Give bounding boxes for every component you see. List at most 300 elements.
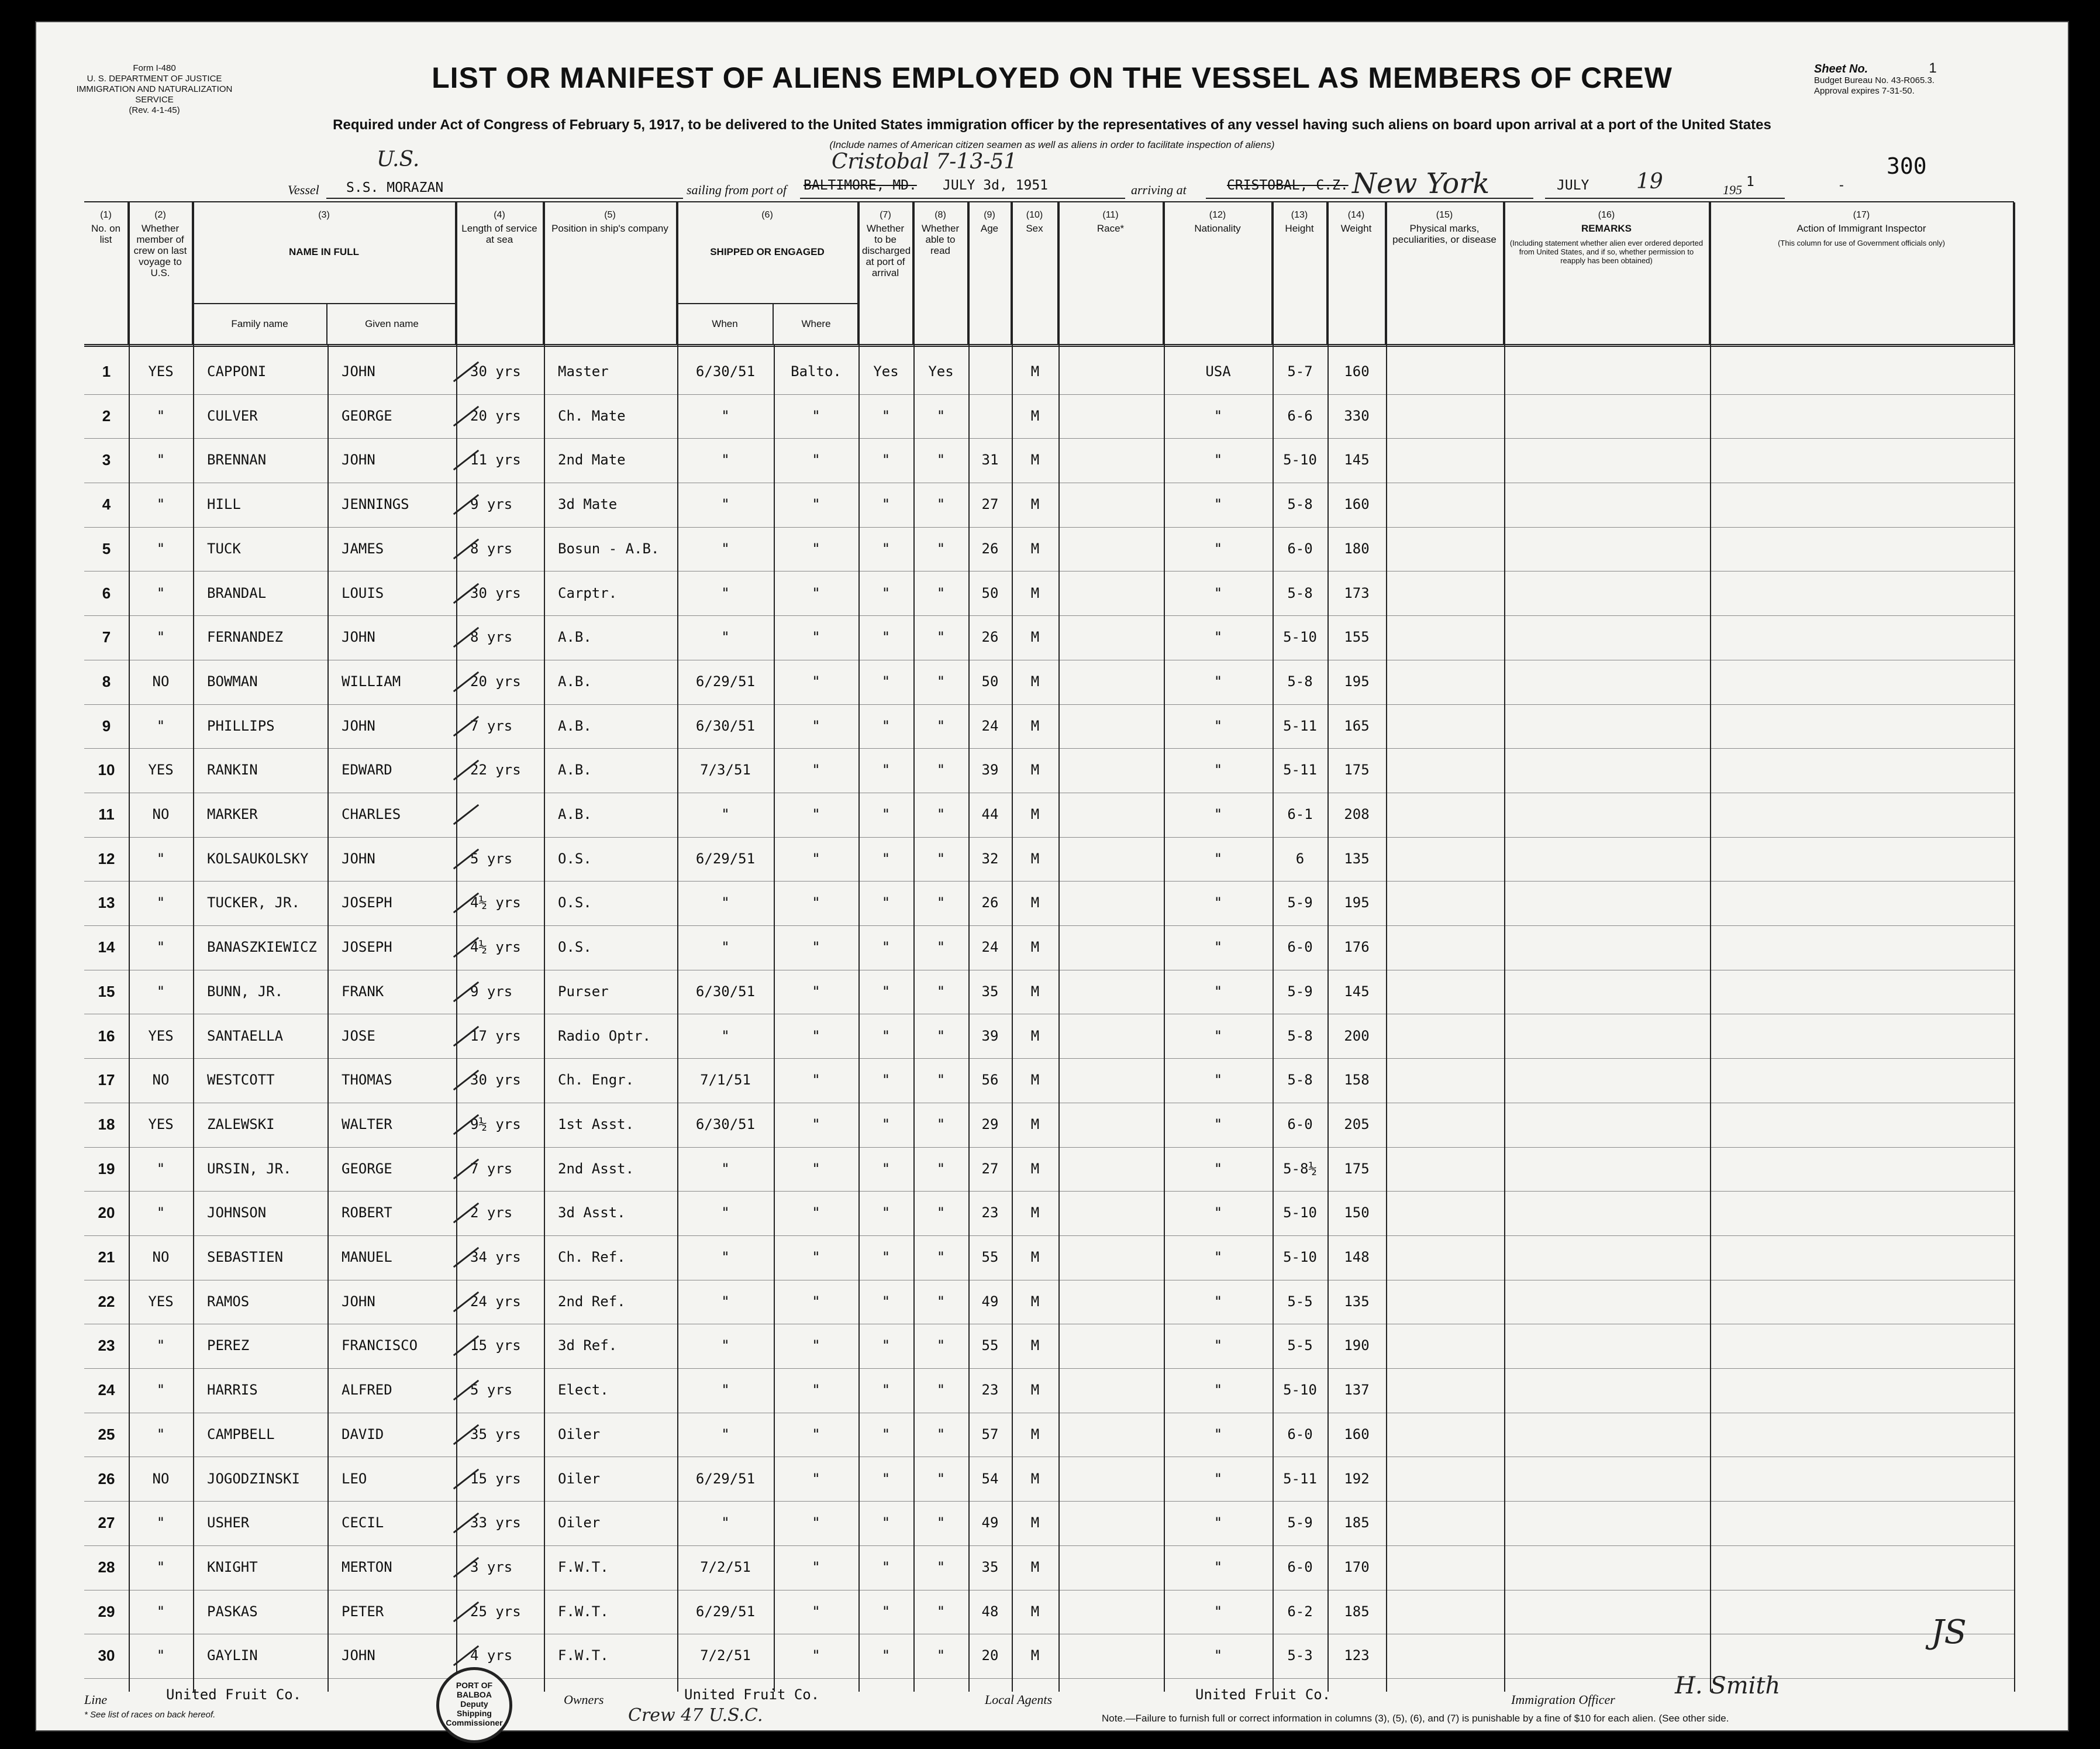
cell-height: 6-0 (1287, 1426, 1313, 1442)
column-title: Whether member of crew on last voyage to U.S. (133, 223, 187, 278)
cell-nationality: " (1213, 1514, 1223, 1531)
table-row (84, 793, 2014, 838)
cell-no: 14 (98, 938, 115, 956)
cell-family: KNIGHT (207, 1558, 258, 1575)
cell-discharged: " (881, 1426, 891, 1442)
cell-discharged: " (881, 1293, 891, 1310)
cell-read: " (936, 584, 946, 601)
column-number: (14) (1347, 210, 1365, 220)
cell-sex: M (1030, 363, 1040, 380)
vessel-hand-note: U.S. (377, 147, 420, 171)
cell-given: DAVID (342, 1426, 384, 1442)
cell-family: HARRIS (207, 1382, 258, 1399)
table-row (84, 527, 2014, 572)
cell-service: 15 yrs (470, 1470, 521, 1487)
cell-when: 6/30/51 (695, 363, 756, 380)
cell-position: Master (558, 363, 609, 380)
column-number: (13) (1291, 210, 1308, 220)
cell-age: 35 (981, 983, 999, 1000)
cell-weight: 150 (1344, 1204, 1370, 1221)
cell-prev: " (156, 717, 165, 734)
cell-age: 23 (981, 1382, 999, 1399)
cell-read: " (936, 1426, 946, 1442)
table-row (84, 925, 2014, 970)
cell-weight: 145 (1344, 983, 1370, 1000)
cell-nationality: " (1213, 717, 1223, 734)
column-header-16 (1504, 202, 1710, 344)
cell-position: Purser (558, 983, 609, 1000)
column-header-6 (677, 202, 858, 344)
cell-age: 49 (981, 1293, 999, 1310)
cell-where: " (812, 983, 820, 1000)
cell-family: BANASZKIEWICZ (207, 939, 317, 956)
cell-family: CULVER (207, 407, 258, 424)
cell-weight: 195 (1344, 673, 1370, 690)
table-row (84, 1103, 2014, 1148)
cell-position: Elect. (558, 1382, 609, 1399)
cell-weight: 180 (1344, 540, 1370, 557)
cell-discharged: " (881, 806, 891, 822)
cell-no: 29 (98, 1602, 115, 1620)
arrival-day: 19 (1636, 170, 1663, 194)
cell-prev: " (156, 1514, 165, 1531)
cell-sex: M (1030, 1027, 1040, 1044)
sailing-date: JULY 3d, 1951 (943, 178, 1049, 193)
cell-nationality: " (1213, 496, 1223, 513)
column-number: (9) (984, 210, 995, 220)
table-row (84, 837, 2014, 882)
cell-nationality: " (1213, 1027, 1223, 1044)
table-row (84, 660, 2014, 705)
cell-sex: M (1030, 762, 1040, 779)
cell-weight: 123 (1344, 1647, 1370, 1664)
cell-position: 2nd Mate (558, 452, 626, 469)
cell-service: 9½ yrs (470, 1115, 521, 1132)
cell-weight: 160 (1344, 1426, 1370, 1442)
cell-height: 5-7 (1287, 363, 1313, 380)
column-number: (7) (880, 210, 891, 220)
cell-family: FERNANDEZ (207, 629, 284, 646)
cell-sex: M (1030, 1647, 1040, 1664)
cell-discharged: " (881, 1204, 891, 1221)
cell-service: 4½ yrs (470, 939, 521, 956)
cell-discharged: " (881, 894, 891, 911)
cell-weight: 135 (1344, 1293, 1370, 1310)
cell-where: " (812, 407, 820, 424)
cell-given: PETER (342, 1603, 384, 1620)
cell-no: 10 (98, 761, 115, 779)
arrival-year-prefix: 195 (1723, 183, 1742, 197)
column-header-11 (1058, 202, 1164, 344)
cell-sex: M (1030, 1204, 1040, 1221)
cell-sex: M (1030, 983, 1040, 1000)
cell-where: " (812, 1382, 820, 1399)
cell-where: " (812, 1470, 820, 1487)
cell-weight: 148 (1344, 1249, 1370, 1265)
cell-age: 55 (981, 1249, 999, 1265)
cell-weight: 176 (1344, 939, 1370, 956)
cell-when: 7/2/51 (700, 1647, 751, 1664)
cell-nationality: " (1213, 762, 1223, 779)
cell-age: 35 (981, 1558, 999, 1575)
cell-nationality: " (1213, 1470, 1223, 1487)
table-row (84, 615, 2014, 660)
cell-service: 5 yrs (470, 850, 513, 867)
stamp-line-4: Commissioner (446, 1718, 503, 1727)
cell-read: " (936, 1293, 946, 1310)
cell-sex: M (1030, 629, 1040, 646)
cell-prev: " (156, 496, 165, 513)
cell-family: CAMPBELL (207, 1426, 275, 1442)
cell-family: SANTAELLA (207, 1027, 284, 1044)
races-note: * See list of races on back hereof. (84, 1710, 216, 1720)
cell-service (456, 793, 544, 836)
cell-prev: NO (152, 1249, 170, 1265)
cell-no: 12 (98, 849, 115, 867)
cell-no: 20 (98, 1204, 115, 1222)
cell-read: " (936, 1647, 946, 1664)
cell-prev: NO (152, 1470, 170, 1487)
cell-weight: 192 (1344, 1470, 1370, 1487)
line-value: United Fruit Co. (166, 1686, 302, 1703)
vessel-name: S.S. MORAZAN (346, 180, 444, 195)
cell-sex: M (1030, 1470, 1040, 1487)
cell-weight: 185 (1344, 1603, 1370, 1620)
cell-when: 6/29/51 (695, 1603, 756, 1620)
cell-position: 1st Asst. (558, 1115, 635, 1132)
cell-family: MARKER (207, 806, 258, 822)
arriving-hand-note: New York (1352, 167, 1490, 200)
cell-age: 49 (981, 1514, 999, 1531)
cell-read: " (936, 850, 946, 867)
cell-weight: 175 (1344, 762, 1370, 779)
cell-height: 5-11 (1283, 1470, 1317, 1487)
cell-nationality: " (1213, 983, 1223, 1000)
cell-no: 18 (98, 1115, 115, 1133)
cell-read: " (936, 629, 946, 646)
column-number: (3) (318, 210, 330, 220)
cell-prev: " (156, 939, 165, 956)
cell-nationality: " (1213, 1293, 1223, 1310)
table-row (84, 350, 2014, 395)
cell-where: " (812, 1249, 820, 1265)
cell-height: 5-10 (1283, 1382, 1317, 1399)
table-row (84, 1413, 2014, 1458)
cell-given: WALTER (342, 1115, 392, 1132)
cell-where: " (812, 939, 820, 956)
cell-service: 4½ yrs (470, 894, 521, 911)
cell-age: 50 (981, 584, 999, 601)
cell-given: EDWARD (342, 762, 392, 779)
cell-no: 30 (98, 1647, 115, 1665)
stamp-number: 300 (1887, 153, 1927, 179)
column-title: Whether to be discharged at port of arrival (862, 223, 911, 278)
cell-family: CAPPONI (207, 363, 267, 380)
cell-given: JOHN (342, 1293, 375, 1310)
cell-height: 5-8 (1287, 496, 1313, 513)
arrival-year-suffix: 1 (1746, 174, 1754, 190)
line-label: Line (84, 1692, 108, 1707)
cell-height: 6-2 (1287, 1603, 1313, 1620)
cell-service: 9 yrs (470, 496, 513, 513)
cell-age: 39 (981, 1027, 999, 1044)
owners-label: Owners (564, 1692, 604, 1707)
cell-where: " (812, 584, 820, 601)
cell-when: " (721, 1514, 730, 1531)
table-row (84, 1324, 2014, 1369)
cell-given: WILLIAM (342, 673, 401, 690)
cell-read: " (936, 1603, 946, 1620)
cell-position: 3d Mate (558, 496, 618, 513)
cell-age: 27 (981, 1160, 999, 1177)
cell-prev: " (156, 1647, 165, 1664)
cell-no: 11 (98, 805, 115, 823)
cell-weight: 135 (1344, 850, 1370, 867)
cell-family: ZALEWSKI (207, 1115, 275, 1132)
cell-sex: M (1030, 806, 1040, 822)
cell-nationality: " (1213, 850, 1223, 867)
cell-nationality: " (1213, 1603, 1223, 1620)
cell-family: TUCKER, JR. (207, 894, 300, 911)
cell-given: CHARLES (342, 806, 401, 822)
cell-nationality: " (1213, 1115, 1223, 1132)
cell-prev: " (156, 452, 165, 469)
cell-no: 23 (98, 1337, 115, 1355)
cell-read: " (936, 939, 946, 956)
cell-given: THOMAS (342, 1072, 392, 1089)
cell-position: 2nd Asst. (558, 1160, 635, 1177)
table-row (84, 1545, 2014, 1590)
sheet-label: Sheet No. (1814, 63, 1868, 75)
cell-height: 5-11 (1283, 717, 1317, 734)
column-note: (This column for use of Government officials only) (1778, 239, 1945, 247)
cell-service: 7 yrs (470, 1160, 513, 1177)
cell-read: " (936, 1072, 946, 1089)
stamp-line-3: Shipping (457, 1709, 492, 1718)
arriving-label: arriving at (1131, 183, 1187, 197)
cell-when: 6/30/51 (695, 717, 756, 734)
table-row (84, 571, 2014, 617)
cell-family: WESTCOTT (207, 1072, 275, 1089)
cell-prev: " (156, 983, 165, 1000)
cell-when: 6/30/51 (695, 983, 756, 1000)
cell-where: " (812, 540, 820, 557)
vessel-label: Vessel (288, 183, 319, 197)
cell-when: " (721, 540, 730, 557)
cell-when: 6/29/51 (695, 673, 756, 690)
cell-when: " (721, 806, 730, 822)
form-department: U. S. DEPARTMENT OF JUSTICE (87, 74, 222, 84)
cell-sex: M (1030, 540, 1040, 557)
cell-where: " (812, 452, 820, 469)
cell-read: " (936, 673, 946, 690)
column-header-9 (968, 202, 1012, 344)
cell-family: RANKIN (207, 762, 258, 779)
cell-sex: M (1030, 1293, 1040, 1310)
column-title: Weight (1340, 223, 1372, 234)
cell-prev: YES (148, 1027, 174, 1044)
cell-position: O.S. (558, 894, 592, 911)
cell-prev: " (156, 1160, 165, 1177)
cell-sex: M (1030, 584, 1040, 601)
cell-where: Balto. (791, 363, 842, 380)
cell-sex: M (1030, 717, 1040, 734)
cell-discharged: " (881, 407, 891, 424)
approval-expiry: Approval expires 7-31-50. (1814, 86, 1915, 96)
cell-read: " (936, 452, 946, 469)
cell-when: " (721, 407, 730, 424)
cell-height: 5-5 (1287, 1293, 1313, 1310)
sheet-number: 1 (1929, 60, 1937, 76)
column-header-14 (1327, 202, 1386, 344)
cell-service: 30 yrs (470, 363, 521, 380)
cell-where: " (812, 806, 820, 822)
column-header-4 (456, 202, 544, 344)
cell-family: GAYLIN (207, 1647, 258, 1664)
cell-family: BRENNAN (207, 452, 267, 469)
cell-weight: 200 (1344, 1027, 1370, 1044)
table-row (84, 704, 2014, 749)
cell-weight: 145 (1344, 452, 1370, 469)
dash-mark: - (1837, 178, 1846, 193)
cell-height: 6-0 (1287, 540, 1313, 557)
table-row (84, 1014, 2014, 1059)
cell-where: " (812, 1603, 820, 1620)
cell-nationality: " (1213, 1647, 1223, 1664)
column-header-10 (1012, 202, 1058, 344)
table-row (84, 1147, 2014, 1192)
form-number: Form I-480 (133, 63, 176, 73)
cell-nationality: " (1213, 1072, 1223, 1089)
cell-sex: M (1030, 673, 1040, 690)
cell-read: " (936, 540, 946, 557)
cell-given: JOSEPH (342, 939, 392, 956)
cell-no: 26 (98, 1469, 115, 1488)
column-title: Sex (1026, 223, 1043, 234)
cell-discharged: " (881, 452, 891, 469)
cell-age: 48 (981, 1603, 999, 1620)
cell-when: 6/30/51 (695, 1115, 756, 1132)
column-title: REMARKS (1581, 223, 1632, 234)
cell-discharged: " (881, 1382, 891, 1399)
cell-service: 35 yrs (470, 1426, 521, 1442)
sailing-label: sailing from port of (687, 183, 787, 197)
column-title: Physical marks, peculiarities, or disease (1392, 223, 1496, 245)
column-header-17 (1710, 202, 2014, 344)
cell-no: 5 (102, 539, 111, 557)
stamp-line-2: Deputy (460, 1699, 488, 1709)
cell-read: " (936, 1160, 946, 1177)
cell-where: " (812, 894, 820, 911)
cell-where: " (812, 1558, 820, 1575)
cell-prev: YES (148, 1293, 174, 1310)
cell-prev: " (156, 1426, 165, 1442)
cell-weight: 160 (1344, 496, 1370, 513)
cell-service: 9 yrs (470, 983, 513, 1000)
column-number: (17) (1853, 210, 1870, 220)
cell-prev: " (156, 540, 165, 557)
cell-discharged: " (881, 1160, 891, 1177)
cell-nationality: " (1213, 1249, 1223, 1265)
cell-discharged: " (881, 717, 891, 734)
cell-discharged: " (881, 1514, 891, 1531)
column-header-12 (1164, 202, 1273, 344)
table-row (84, 483, 2014, 528)
cell-given: JOHN (342, 717, 375, 734)
cell-sex: M (1030, 1514, 1040, 1531)
cell-when: " (721, 1204, 730, 1221)
agents-value: United Fruit Co. (1195, 1686, 1331, 1703)
cell-discharged: " (881, 1027, 891, 1044)
cell-position: A.B. (558, 806, 592, 822)
cell-no: 16 (98, 1027, 115, 1045)
arrival-month: JULY (1557, 178, 1589, 193)
column-title: No. on list (91, 223, 121, 245)
column-number: (8) (935, 210, 946, 220)
cell-nationality: " (1213, 1204, 1223, 1221)
cell-position: O.S. (558, 939, 592, 956)
cell-discharged: " (881, 762, 891, 779)
cell-weight: 195 (1344, 894, 1370, 911)
cell-when: " (721, 1027, 730, 1044)
cell-given: LEO (342, 1470, 367, 1487)
cell-read: " (936, 1558, 946, 1575)
cell-nationality: " (1213, 584, 1223, 601)
sailing-port: BALTIMORE, MD. (804, 178, 917, 193)
cell-no: 24 (98, 1381, 115, 1399)
cell-given: JOHN (342, 452, 375, 469)
cell-family: PEREZ (207, 1337, 250, 1354)
cell-no: 7 (102, 628, 111, 646)
cell-read: " (936, 894, 946, 911)
cell-position: Ch. Engr. (558, 1072, 635, 1089)
cell-height: 6-0 (1287, 1558, 1313, 1575)
cell-weight: 175 (1344, 1160, 1370, 1177)
cell-no: 17 (98, 1071, 115, 1089)
cell-service: 15 yrs (470, 1337, 521, 1354)
cell-age: 57 (981, 1426, 999, 1442)
table-row (84, 1280, 2014, 1325)
table-row (84, 394, 2014, 439)
cell-nationality: " (1213, 939, 1223, 956)
cell-service: 20 yrs (470, 673, 521, 690)
cell-position: F.W.T. (558, 1603, 609, 1620)
column-subheader: Where (801, 318, 831, 329)
cell-given: JOHN (342, 850, 375, 867)
cell-service: 3 yrs (470, 1558, 513, 1575)
cell-age: 31 (981, 452, 999, 469)
form-revision: (Rev. 4-1-45) (129, 105, 180, 115)
cell-given: LOUIS (342, 584, 384, 601)
column-title: Position in ship's company (551, 223, 668, 234)
column-header-3 (193, 202, 456, 344)
cell-where: " (812, 673, 820, 690)
cell-given: JOHN (342, 363, 375, 380)
cell-discharged: Yes (873, 363, 899, 380)
cell-given: JOSE (342, 1027, 375, 1044)
cell-sex: M (1030, 1337, 1040, 1354)
column-subheader: Family name (193, 304, 327, 344)
cell-no: 27 (98, 1514, 115, 1532)
cell-service: 30 yrs (470, 584, 521, 601)
cell-prev: " (156, 629, 165, 646)
cell-weight: 205 (1344, 1115, 1370, 1132)
cell-service: 24 yrs (470, 1293, 521, 1310)
column-header-15 (1386, 202, 1504, 344)
cell-given: CECIL (342, 1514, 384, 1531)
cell-prev: " (156, 1337, 165, 1354)
cell-service: 4 yrs (470, 1647, 513, 1664)
